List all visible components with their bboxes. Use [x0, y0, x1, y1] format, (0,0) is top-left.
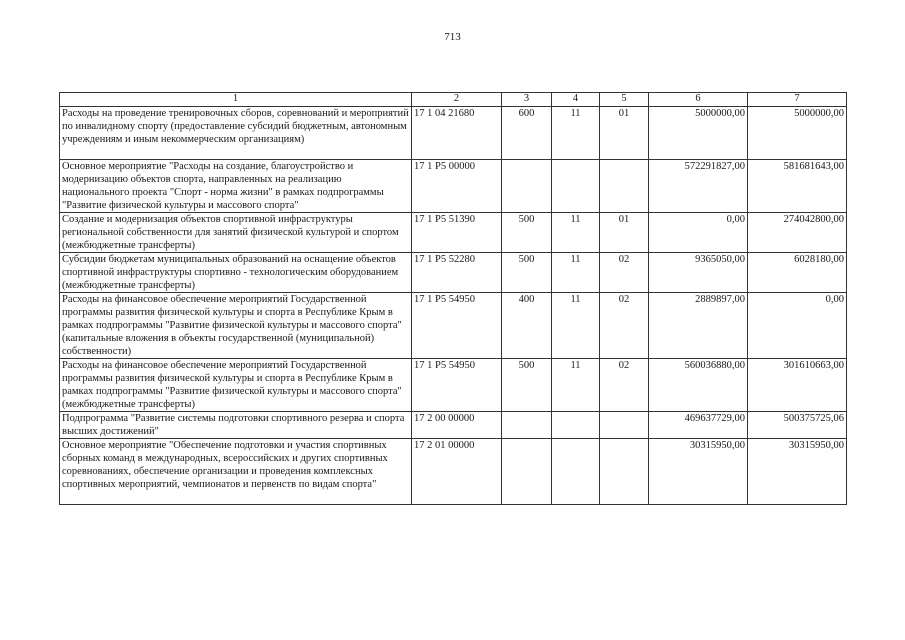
table-row: [60, 160, 847, 213]
amount-year2-cell: 0,00: [748, 293, 847, 359]
expense-name-cell: Расходы на финансовое обеспечение мероприятий Государственной программы развития физической культуры и спорта в Республике Крым в рамках подпрограммы "Развитие физической культуры и массового спорта" (капитальные вложения в объекты государственной (муниципальной) собственности): [60, 293, 412, 359]
expense-name-cell: Основное мероприятие "Расходы на создание, благоустройство и модернизацию объектов спорта, направленных на реализацию национального проекта "Спорт - норма жизни" в рамках подпрограммы "Развитие физической культуры и массового спорта": [60, 160, 412, 213]
expense-name-cell: Создание и модернизация объектов спортивной инфраструктуры региональной собственности для занятий физической культурой и спортом (межбюджетные трансферты): [60, 213, 412, 253]
amount-year1-cell: 469637729,00: [649, 412, 748, 439]
column-header: 4: [552, 93, 600, 107]
target-code-cell: 17 1 P5 54950: [412, 359, 502, 412]
subsection-cell: 02: [600, 253, 649, 293]
expense-type-cell: 500: [502, 213, 552, 253]
section-cell: 11: [552, 293, 600, 359]
amount-year2-cell: 500375725,06: [748, 412, 847, 439]
subsection-cell: 01: [600, 213, 649, 253]
expense-type-cell: [502, 439, 552, 505]
table-header-row: [60, 93, 847, 107]
expense-name-cell: Расходы на финансовое обеспечение мероприятий Государственной программы развития физической культуры и спорта в Республике Крым в рамках подпрограммы "Развитие физической культуры и массового спорта" (межбюджетные трансферты): [60, 359, 412, 412]
section-cell: [552, 412, 600, 439]
expense-type-cell: [502, 412, 552, 439]
target-code-cell: 17 1 P5 52280: [412, 253, 502, 293]
table-row: [60, 359, 847, 412]
expense-type-cell: [502, 160, 552, 213]
subsection-cell: 02: [600, 293, 649, 359]
expense-type-cell: 500: [502, 253, 552, 293]
amount-year2-cell: 274042800,00: [748, 213, 847, 253]
expense-type-cell: 600: [502, 107, 552, 160]
amount-year1-cell: 30315950,00: [649, 439, 748, 505]
column-header: 5: [600, 93, 649, 107]
amount-year1-cell: 9365050,00: [649, 253, 748, 293]
amount-year2-cell: 5000000,00: [748, 107, 847, 160]
subsection-cell: 01: [600, 107, 649, 160]
table-row: [60, 107, 847, 160]
table-row: [60, 412, 847, 439]
column-header: 6: [649, 93, 748, 107]
section-cell: 11: [552, 359, 600, 412]
expense-name-cell: Расходы на проведение тренировочных сборов, соревнований и мероприятий по инвалидному спорту (предоставление субсидий бюджетным, автономным учреждениям и иным некоммерческим организациям): [60, 107, 412, 160]
subsection-cell: [600, 439, 649, 505]
target-code-cell: 17 2 01 00000: [412, 439, 502, 505]
table-row: [60, 293, 847, 359]
target-code-cell: 17 2 00 00000: [412, 412, 502, 439]
column-header: 2: [412, 93, 502, 107]
expense-name-cell: Основное мероприятие "Обеспечение подготовки и участия спортивных сборных команд в международных, всероссийских и других спортивных соревнованиях, обеспечение организации и проведения комплексных спортивных мероприятий, чемпионатов и первенств по видам спорта": [60, 439, 412, 505]
target-code-cell: 17 1 04 21680: [412, 107, 502, 160]
expense-name-cell: Подпрограмма "Развитие системы подготовки спортивного резерва и спорта высших достижений": [60, 412, 412, 439]
subsection-cell: 02: [600, 359, 649, 412]
table-row: [60, 253, 847, 293]
amount-year1-cell: 2889897,00: [649, 293, 748, 359]
target-code-cell: 17 1 P5 51390: [412, 213, 502, 253]
table-row: [60, 213, 847, 253]
amount-year2-cell: 581681643,00: [748, 160, 847, 213]
section-cell: [552, 160, 600, 213]
target-code-cell: 17 1 P5 00000: [412, 160, 502, 213]
amount-year1-cell: 560036880,00: [649, 359, 748, 412]
column-header: 7: [748, 93, 847, 107]
section-cell: 11: [552, 107, 600, 160]
target-code-cell: 17 1 P5 54950: [412, 293, 502, 359]
table-row: [60, 439, 847, 505]
amount-year1-cell: 0,00: [649, 213, 748, 253]
section-cell: 11: [552, 253, 600, 293]
amount-year1-cell: 5000000,00: [649, 107, 748, 160]
page-number: 713: [444, 31, 461, 43]
amount-year2-cell: 30315950,00: [748, 439, 847, 505]
expense-type-cell: 500: [502, 359, 552, 412]
subsection-cell: [600, 160, 649, 213]
section-cell: [552, 439, 600, 505]
section-cell: 11: [552, 213, 600, 253]
amount-year2-cell: 6028180,00: [748, 253, 847, 293]
expense-type-cell: 400: [502, 293, 552, 359]
amount-year2-cell: 301610663,00: [748, 359, 847, 412]
column-header: 1: [60, 93, 412, 107]
expense-name-cell: Субсидии бюджетам муниципальных образований на оснащение объектов спортивной инфраструктуры спортивно - технологическим оборудованием (межбюджетные трансферты): [60, 253, 412, 293]
column-header: 3: [502, 93, 552, 107]
subsection-cell: [600, 412, 649, 439]
amount-year1-cell: 572291827,00: [649, 160, 748, 213]
budget-table: [59, 92, 847, 505]
